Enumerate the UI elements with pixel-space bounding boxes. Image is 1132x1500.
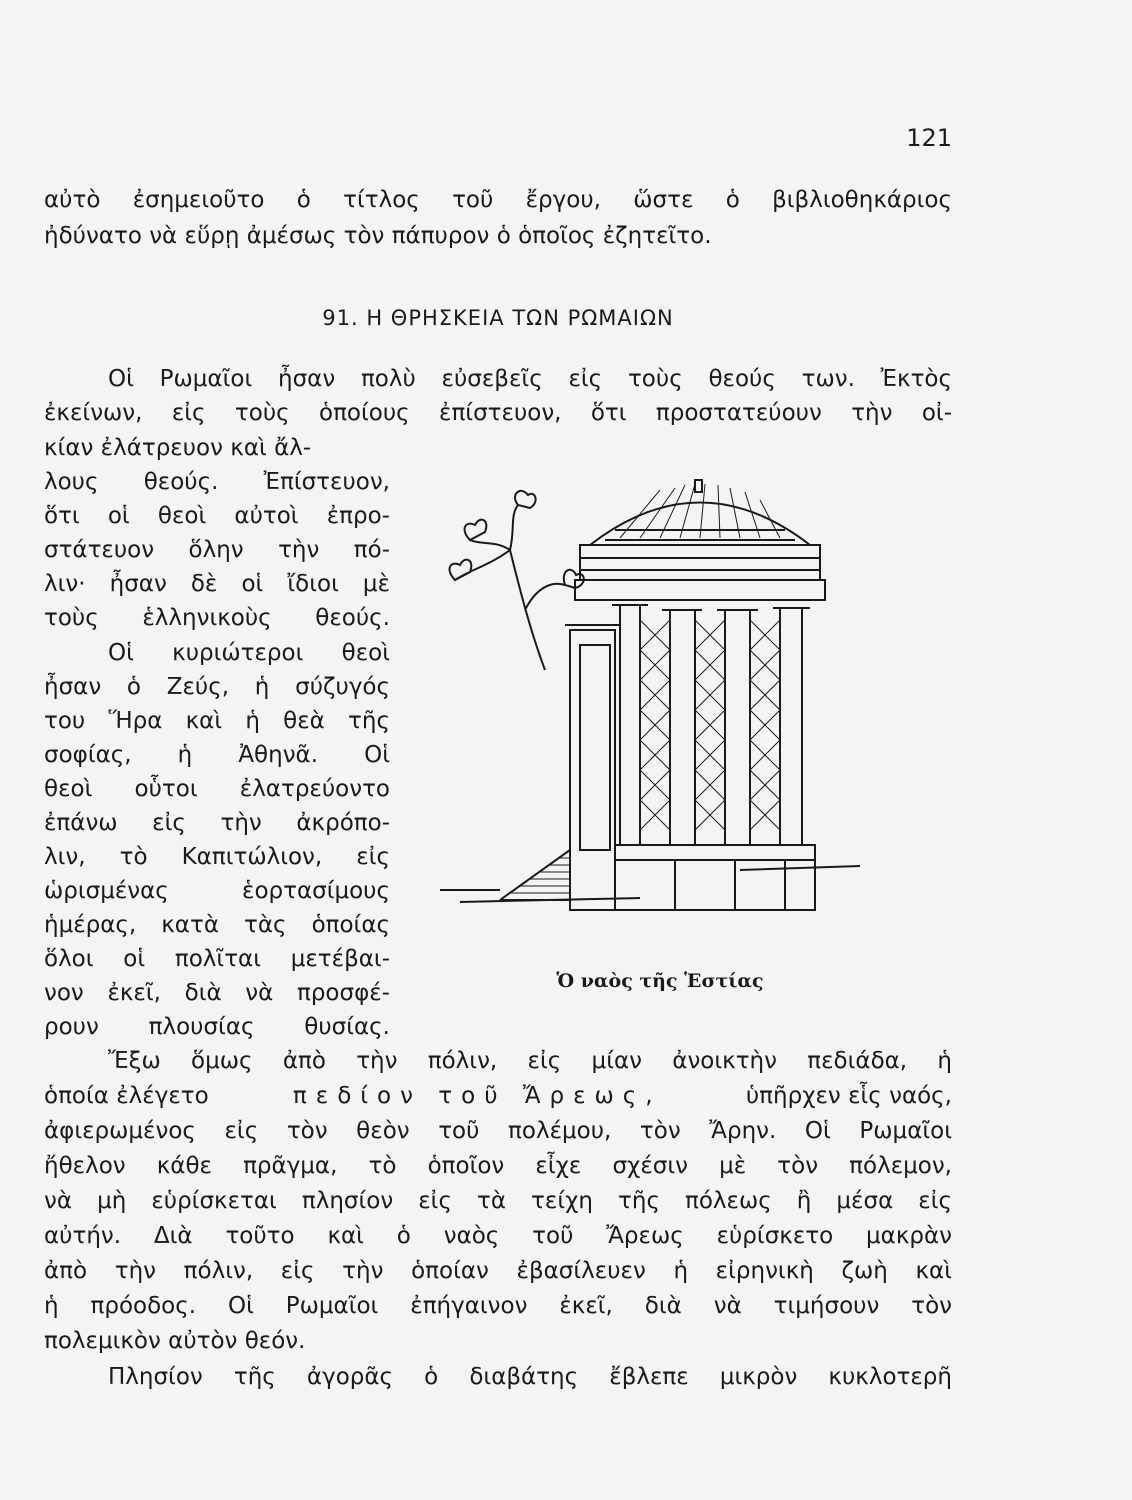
para3-line-4: ἤθελον κάθε πρᾶγμα, τὸ ὁποῖον εἶχε σχέσιν μὲ τὸν πόλεμον, bbox=[44, 1153, 952, 1179]
para2-line-12: ρουν πλουσίας θυσίας. bbox=[44, 1014, 390, 1040]
para2-line-10: ὅλοι οἱ πολῖται μετέβαι- bbox=[44, 946, 390, 972]
para3-line-2 bbox=[44, 1079, 952, 1113]
para2-line-9: ἡμέρας, κατὰ τὰς ὁποίας bbox=[44, 912, 390, 938]
para3-line-2-pre: ὁποία ἐλέγετο bbox=[44, 1083, 209, 1109]
page-number: 121 bbox=[906, 124, 952, 152]
para2-line-5: θεοὶ οὗτοι ἐλατρεύοντο bbox=[44, 776, 390, 802]
intro-line-1: αὐτὸ ἐσημειοῦτο ὁ τίτλος τοῦ ἔργου, ὥστε ὁ βιβλιοθηκάριος bbox=[44, 187, 952, 213]
para1-line-2: ἐκείνων, εἰς τοὺς ὁποίους ἐπίστευον, ὅτι προστατεύουν τὴν οἰ- bbox=[44, 400, 952, 426]
para2-line-11: νον ἐκεῖ, διὰ νὰ προσφέ- bbox=[44, 980, 390, 1006]
para3-line-9: πολεμικὸν αὐτὸν θεόν. bbox=[44, 1328, 306, 1354]
para2-line-4: σοφίας, ἡ Ἀθηνᾶ. Οἱ bbox=[44, 742, 390, 768]
para1-line-3: κίαν ἐλάτρευον καὶ ἄλ- bbox=[44, 435, 312, 461]
para3-line-8: ἡ πρόοδος. Οἱ Ρωμαῖοι ἐπήγαινον ἐκεῖ, διὰ νὰ τιμήσουν τὸν bbox=[44, 1293, 952, 1319]
intro-line-2: ἠδύνατο νὰ εὕρῃ ἀμέσως τὸν πάπυρον ὁ ὁποῖος ἐζητεῖτο. bbox=[44, 223, 712, 249]
section-heading: 91. Η ΘΡΗΣΚΕΙΑ ΤΩΝ ΡΩΜΑΙΩΝ bbox=[322, 306, 674, 330]
temple-illustration bbox=[440, 470, 880, 940]
figure-caption: Ὁ ναὸς τῆς Ἑστίας bbox=[556, 970, 764, 992]
para3-line-6: αὐτήν. Διὰ τοῦτο καὶ ὁ ναὸς τοῦ Ἄρεως εὑρίσκετο μακρὰν bbox=[44, 1223, 952, 1249]
para1-line-7: λιν· ἦσαν δὲ οἱ ἴδιοι μὲ bbox=[44, 571, 390, 597]
para1-line-5: ὅτι οἱ θεοὶ αὐτοὶ ἐπρο- bbox=[44, 503, 390, 529]
para1-line-6: στάτευον ὅλην τὴν πό- bbox=[44, 537, 390, 563]
para2-line-1: Οἱ κυριώτεροι θεοὶ bbox=[108, 640, 390, 666]
para1-line-4: λους θεούς. Ἐπίστευον, bbox=[44, 469, 390, 495]
para1-line-1: Οἱ Ρωμαῖοι ἦσαν πολὺ εὐσεβεῖς εἰς τοὺς θεούς των. Ἐκτὸς bbox=[108, 366, 952, 392]
campus-martius-term: πεδίον τοῦ Ἄρεως, bbox=[292, 1083, 662, 1109]
para3-line-1: Ἔξω ὅμως ἀπὸ τὴν πόλιν, εἰς μίαν ἀνοικτὴν πεδιάδα, ἡ bbox=[108, 1048, 952, 1074]
para2-line-8: ὡρισμένας ἑορτασίμους bbox=[44, 878, 390, 904]
para2-line-7: λιν, τὸ Καπιτώλιον, εἰς bbox=[44, 844, 390, 870]
para3-line-2-post: ὑπῆρχεν εἷς ναός, bbox=[745, 1083, 952, 1109]
para4-line-1: Πλησίον τῆς ἀγορᾶς ὁ διαβάτης ἔβλεπε μικρὸν κυκλοτερῆ bbox=[108, 1364, 952, 1390]
para3-line-3: ἀφιερωμένος εἰς τὸν θεὸν τοῦ πολέμου, τὸν Ἄρην. Οἱ Ρωμαῖοι bbox=[44, 1118, 952, 1144]
para2-line-3: του Ἥρα καὶ ἡ θεὰ τῆς bbox=[44, 708, 390, 734]
para3-line-7: ἀπὸ τὴν πόλιν, εἰς τὴν ὁποίαν ἐβασίλευεν ἡ εἰρηνικὴ ζωὴ καὶ bbox=[44, 1258, 952, 1284]
para3-line-5: νὰ μὴ εὑρίσκεται πλησίον εἰς τὰ τείχη τῆς πόλεως ἢ μέσα εἰς bbox=[44, 1188, 952, 1214]
para1-line-8: τοὺς ἑλληνικοὺς θεούς. bbox=[44, 605, 390, 631]
para2-line-2: ἦσαν ὁ Ζεύς, ἡ σύζυγός bbox=[44, 674, 390, 700]
para2-line-6: ἐπάνω εἰς τὴν ἀκρόπο- bbox=[44, 810, 390, 836]
